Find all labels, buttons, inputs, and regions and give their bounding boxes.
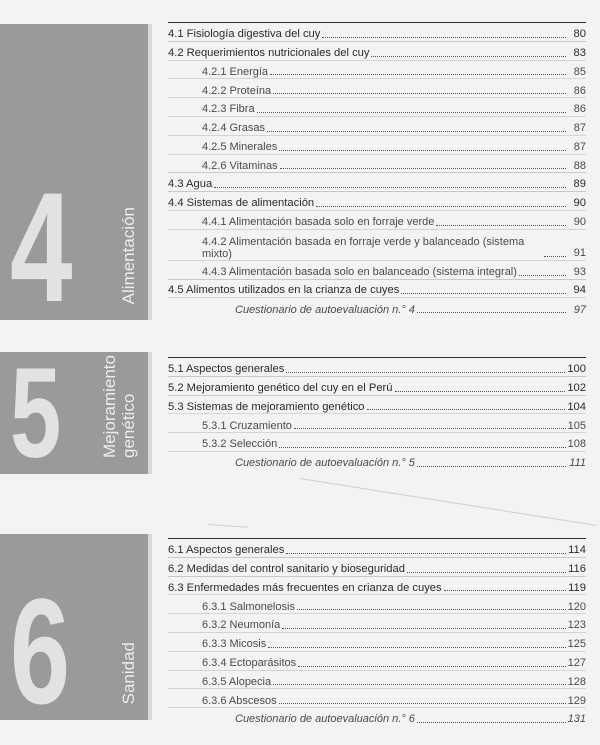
toc-entry-title: 6.3.1 Salmonelosis <box>202 600 295 613</box>
chapter-5-toc <box>168 357 586 470</box>
toc-entry-page: 131 <box>567 713 586 726</box>
chapter-title <box>100 355 138 458</box>
dot-leader <box>367 409 566 410</box>
toc-entry-title: 4.3 Agua <box>168 178 213 191</box>
toc-entry-page: 87 <box>573 122 586 135</box>
chapter-title-line: genético <box>118 393 138 458</box>
dot-leader <box>279 703 566 704</box>
toc-entry[interactable] <box>168 60 586 79</box>
chapter-title <box>119 207 138 304</box>
toc-entry-page: 119 <box>568 581 586 594</box>
dot-leader <box>444 590 566 591</box>
toc-entry-page: 129 <box>567 694 586 707</box>
toc-entry-title: 4.1 Fisiología digestiva del cuy <box>168 27 321 40</box>
toc-entry-title: 4.2.2 Proteína <box>202 84 272 97</box>
toc-entry-page: 128 <box>567 675 586 688</box>
toc-entry[interactable] <box>168 670 586 689</box>
toc-entry-title: 4.2.5 Minerales <box>202 140 278 153</box>
toc-entry[interactable] <box>168 432 586 451</box>
toc-entry-page: 116 <box>568 562 586 575</box>
dot-leader <box>286 553 566 554</box>
toc-entry-title: Cuestionario de autoevaluación n.° 6 <box>235 713 415 726</box>
toc-entry[interactable] <box>168 557 586 576</box>
toc-entry-title: 6.3 Enfermedades más frecuentes en crianza de cuyes <box>168 581 442 594</box>
chapter-title <box>119 642 138 704</box>
dot-leader <box>436 225 566 226</box>
toc-entry-page: 123 <box>567 619 586 632</box>
toc-entry-title: 4.2.1 Energía <box>202 65 269 78</box>
toc-entry-title: 4.4.1 Alimentación basada solo en forraje verde <box>202 216 435 229</box>
toc-entry-title: 6.2 Medidas del control sanitario y bioseguridad <box>168 562 405 575</box>
chapter-title-line: Sanidad <box>118 641 138 704</box>
toc-entry[interactable] <box>168 22 586 41</box>
toc-entry-page: 93 <box>573 265 586 278</box>
toc-entry-title: 5.3.2 Selección <box>202 438 278 451</box>
toc-entry-page: 125 <box>567 638 586 651</box>
toc-entry-title: 6.3.2 Neumonía <box>202 619 281 632</box>
dot-leader <box>279 447 565 448</box>
toc-entry-title: 6.3.6 Abscesos <box>202 694 277 707</box>
dot-leader <box>279 150 566 151</box>
dot-leader <box>322 37 566 38</box>
toc-entry-page: 91 <box>573 247 586 260</box>
toc-entry-quiz[interactable] <box>168 451 586 470</box>
toc-entry[interactable] <box>168 632 586 651</box>
toc-entry-page: 83 <box>573 46 586 59</box>
toc-entry-title: Cuestionario de autoevaluación n.° 5 <box>235 457 415 470</box>
toc-entry-title: 4.4.2 Alimentación basada en forraje verde y balanceado (sistema mixto) <box>202 235 525 260</box>
toc-entry[interactable] <box>168 576 586 595</box>
chapter-6-band <box>0 534 152 720</box>
toc-entry-title: 5.2 Mejoramiento genético del cuy en el Perú <box>168 381 393 394</box>
chapter-number: 5 <box>10 352 62 474</box>
toc-entry[interactable] <box>168 688 586 707</box>
toc-entry[interactable] <box>168 191 586 210</box>
toc-entry-page: 86 <box>573 84 586 97</box>
toc-entry-title: 6.3.5 Alopecia <box>202 675 272 688</box>
dot-leader <box>371 56 566 57</box>
dot-leader <box>270 74 566 75</box>
toc-entry-page: 80 <box>573 27 586 40</box>
toc-entry-title: 5.1 Aspectos generales <box>168 362 285 375</box>
dot-leader <box>257 112 566 113</box>
dot-leader <box>519 275 566 276</box>
dot-leader <box>273 684 566 685</box>
toc-entry-title: 4.2 Requerimientos nutricionales del cuy <box>168 46 370 59</box>
toc-entry-page: 108 <box>567 438 586 451</box>
toc-entry-title: 6.3.4 Ectoparásitos <box>202 656 297 669</box>
toc-entry-page: 105 <box>567 419 586 432</box>
toc-entry-page: 104 <box>567 400 586 413</box>
dot-leader <box>214 187 566 188</box>
toc-entry-page: 94 <box>573 284 586 297</box>
toc-entry-page: 100 <box>567 362 586 375</box>
dot-leader <box>298 666 565 667</box>
toc-entry-page: 90 <box>573 197 586 210</box>
dot-leader <box>401 293 566 294</box>
dot-leader <box>273 93 566 94</box>
toc-entry-title: Cuestionario de autoevaluación n.° 4 <box>235 303 415 316</box>
toc-entry-title: 4.4.3 Alimentación basada solo en balanceado (sistema integral) <box>202 265 517 278</box>
toc-entry[interactable] <box>168 594 586 613</box>
toc-entry[interactable] <box>168 97 586 116</box>
dot-leader <box>267 131 566 132</box>
toc-entry[interactable] <box>168 210 586 229</box>
toc-entry[interactable] <box>168 154 586 173</box>
toc-entry-title: 4.4 Sistemas de alimentación <box>168 197 315 210</box>
toc-entry[interactable] <box>168 116 586 135</box>
toc-entry-title: 5.3 Sistemas de mejoramiento genético <box>168 400 365 413</box>
chapter-5-band <box>0 352 152 474</box>
dot-leader <box>417 466 566 467</box>
dot-leader <box>395 391 566 392</box>
toc-entry-title: 5.3.1 Cruzamiento <box>202 419 292 432</box>
chapter-4-toc <box>168 22 586 316</box>
dot-leader <box>268 647 565 648</box>
toc-entry-page: 102 <box>567 381 586 394</box>
toc-entry-page: 127 <box>567 656 586 669</box>
toc-entry-page: 86 <box>573 103 586 116</box>
chapter-6-toc <box>168 538 586 726</box>
scan-scratch <box>208 524 248 528</box>
toc-entry[interactable] <box>168 135 586 154</box>
chapter-number: 6 <box>10 567 71 720</box>
toc-entry-title: 4.2.3 Fibra <box>202 103 255 116</box>
dot-leader <box>417 312 566 313</box>
toc-entry[interactable] <box>168 613 586 632</box>
toc-entry[interactable] <box>168 376 586 395</box>
band-edge <box>148 24 152 320</box>
toc-entry[interactable] <box>168 172 586 191</box>
toc-entry-quiz[interactable] <box>168 297 586 316</box>
toc-entry[interactable] <box>168 78 586 97</box>
toc-entry-title: 4.2.4 Grasas <box>202 122 265 135</box>
toc-entry-quiz[interactable] <box>168 707 586 726</box>
dot-leader <box>294 428 566 429</box>
toc-entry[interactable] <box>168 538 586 557</box>
toc-entry-page: 97 <box>573 303 586 316</box>
toc-entry[interactable] <box>168 279 586 298</box>
toc-entry[interactable] <box>168 357 586 376</box>
dot-leader <box>286 372 565 373</box>
scan-scratch <box>300 478 596 526</box>
toc-entry-page: 114 <box>568 543 586 556</box>
toc-entry-page: 88 <box>573 159 586 172</box>
toc-entry-page: 85 <box>573 65 586 78</box>
dot-leader <box>297 609 566 610</box>
dot-leader <box>417 722 566 723</box>
dot-leader <box>280 168 566 169</box>
toc-entry[interactable] <box>168 41 586 60</box>
toc-entry-page: 87 <box>573 140 586 153</box>
toc-entry[interactable] <box>168 651 586 670</box>
toc-entry[interactable] <box>168 229 586 260</box>
dot-leader <box>407 572 566 573</box>
toc-entry-page: 89 <box>573 178 586 191</box>
dot-leader <box>282 628 565 629</box>
chapter-title-line: Mejoramiento <box>99 355 119 458</box>
dot-leader <box>544 256 566 257</box>
toc-entry-page: 111 <box>569 457 586 470</box>
chapter-number: 4 <box>10 161 73 320</box>
toc-entry[interactable] <box>168 395 586 414</box>
toc-entry-title: 6.3.3 Micosis <box>202 638 267 651</box>
toc-entry-title: 4.5 Alimentos utilizados en la crianza de cuyes <box>168 284 400 297</box>
toc-entry[interactable] <box>168 260 586 279</box>
band-edge <box>148 352 152 474</box>
chapter-4-band <box>0 24 152 320</box>
toc-entry-page: 90 <box>573 216 586 229</box>
dot-leader <box>316 206 566 207</box>
toc-entry-title: 6.1 Aspectos generales <box>168 543 285 556</box>
toc-entry[interactable] <box>168 413 586 432</box>
toc-entry-title: 4.2.6 Vitaminas <box>202 159 278 172</box>
chapter-title-line: Alimentación <box>118 206 138 304</box>
band-edge <box>148 534 152 720</box>
toc-entry-page: 120 <box>567 600 586 613</box>
